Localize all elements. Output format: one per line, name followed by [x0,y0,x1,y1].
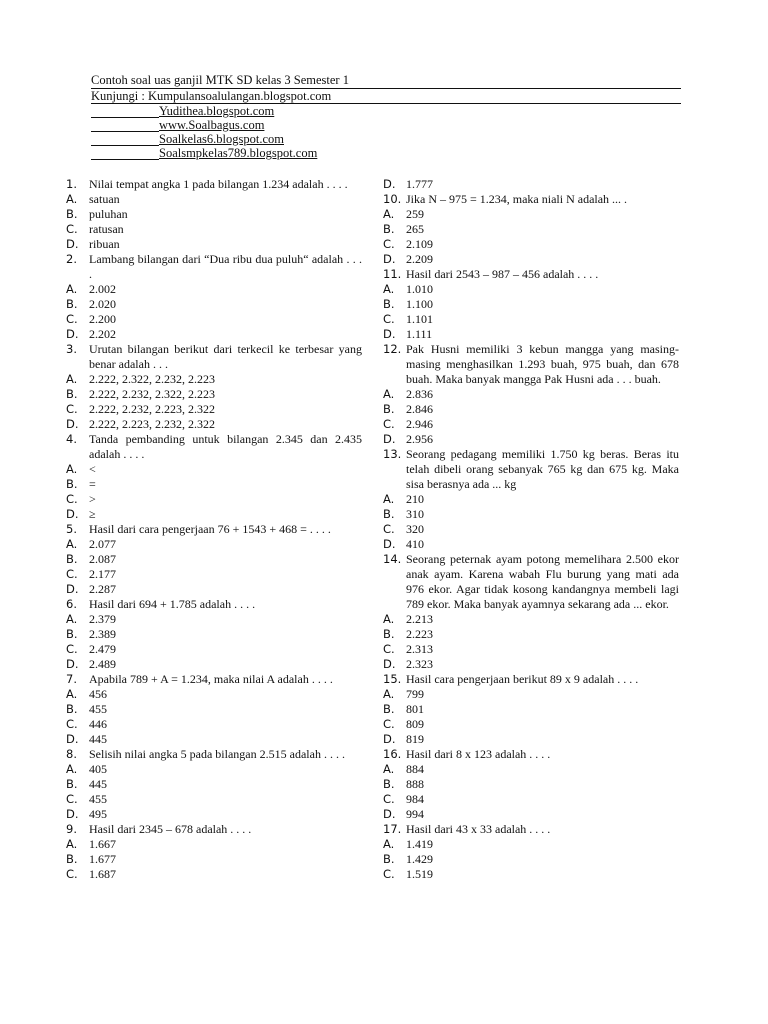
option-text: 446 [89,717,107,731]
question [383,342,679,387]
option-text: 2.956 [406,432,433,446]
question-number: 14. [383,552,402,566]
answer-option [383,312,679,327]
answer-option [383,612,679,627]
option-label: A. [66,462,78,476]
option-text: puluhan [89,207,128,221]
option-text: 994 [406,807,424,821]
question-text: Hasil dari 43 x 33 adalah . . . . [406,822,551,836]
question [66,342,362,372]
question-text: Hasil dari 2345 – 678 adalah . . . . [89,822,252,836]
option-text: 2.213 [406,612,433,626]
option-label: D. [383,432,396,446]
left-column [66,177,362,882]
option-label: D. [66,807,79,821]
answer-option [66,732,362,747]
answer-option [66,642,362,657]
option-label: D. [66,582,79,596]
answer-option [383,537,679,552]
option-text: 2.077 [89,537,116,551]
option-label: A. [66,837,78,851]
question-number: 1. [66,177,77,191]
option-label: A. [383,282,395,296]
answer-option [66,477,362,492]
option-text: 445 [89,732,107,746]
answer-option [66,717,362,732]
answer-option [383,702,679,717]
option-label: B. [66,297,78,311]
option-label: B. [66,477,78,491]
option-text: 2.020 [89,297,116,311]
option-label: A. [66,192,78,206]
answer-option [383,222,679,237]
option-label: C. [383,792,395,806]
question-number: 2. [66,252,77,266]
option-text: 2.489 [89,657,116,671]
option-label: D. [66,237,79,251]
option-text: ≥ [89,507,96,521]
question [383,672,679,687]
option-text: 1.111 [406,327,433,341]
answer-option [66,387,362,402]
answer-option [383,207,679,222]
answer-option [66,417,362,432]
answer-option [383,777,679,792]
option-label: C. [66,222,78,236]
question-text: Lambang bilangan dari “Dua ribu dua puluh“ adalah . . . . [89,252,362,281]
option-label: A. [66,282,78,296]
question [383,822,679,837]
answer-option [383,327,679,342]
option-label: B. [383,222,395,236]
answer-option [66,237,362,252]
option-label: B. [66,387,78,401]
option-label: B. [383,297,395,311]
question [66,672,362,687]
option-text: 2.109 [406,237,433,251]
option-label: C. [66,492,78,506]
question-text: Hasil dari 8 x 123 adalah . . . . [406,747,551,761]
answer-option [66,762,362,777]
option-label: A. [66,762,78,776]
question-text: Hasil dari cara pengerjaan 76 + 1543 + 468 = . . . . [89,522,331,536]
option-text: 799 [406,687,424,701]
option-text: 2.002 [89,282,116,296]
option-label: B. [66,207,78,221]
answer-option [66,207,362,222]
answer-option [66,537,362,552]
option-text: 445 [89,777,107,791]
question [66,252,362,282]
question [66,597,362,612]
answer-option [66,372,362,387]
option-text: ratusan [89,222,124,236]
answer-option [383,717,679,732]
answer-option [66,552,362,567]
option-text: 1.777 [406,177,433,191]
option-label: C. [66,312,78,326]
site-link[interactable]: www.Soalbagus.com [91,118,681,132]
answer-option [66,582,362,597]
option-text: 405 [89,762,107,776]
option-text: 1.100 [406,297,433,311]
answer-option [66,792,362,807]
question-text: Hasil cara pengerjaan berikut 89 x 9 adalah . . . . [406,672,639,686]
site-link[interactable]: Soalsmpkelas789.blogspot.com [91,146,681,160]
option-label: A. [383,612,395,626]
question-number: 11. [383,267,402,281]
option-text: 2.287 [89,582,116,596]
question [383,267,679,282]
option-label: C. [66,567,78,581]
option-text: 2.223 [406,627,433,641]
option-label: D. [383,657,396,671]
question-text: Hasil dari 2543 – 987 – 456 adalah . . . . [406,267,599,281]
answer-option [383,402,679,417]
answer-option [66,462,362,477]
answer-option [66,297,362,312]
option-label: A. [66,537,78,551]
option-text: 455 [89,702,107,716]
option-label: B. [66,852,78,866]
option-text: 2.222, 2.232, 2.322, 2.223 [89,387,215,401]
answer-option [383,657,679,672]
answer-option [383,237,679,252]
question-number: 6. [66,597,77,611]
question [66,432,362,462]
option-text: 1.419 [406,837,433,851]
option-text: 320 [406,522,424,536]
visit-line: Kunjungi : Kumpulansoalulangan.blogspot.com [91,89,681,104]
option-label: C. [383,237,395,251]
option-label: C. [383,312,395,326]
answer-option [383,252,679,267]
option-text: 819 [406,732,424,746]
question-number: 7. [66,672,77,686]
answer-option [66,627,362,642]
answer-option [383,807,679,822]
option-label: D. [383,327,396,341]
option-text: 1.677 [89,852,116,866]
option-text: ribuan [89,237,120,251]
option-text: satuan [89,192,120,206]
answer-option [383,177,679,192]
answer-option [66,192,362,207]
option-label: C. [383,867,395,881]
option-text: > [89,492,96,506]
option-label: B. [383,507,395,521]
question [383,447,679,492]
question [66,522,362,537]
option-text: 809 [406,717,424,731]
question-text: Apabila 789 + A = 1.234, maka nilai A adalah . . . . [89,672,333,686]
answer-option [383,522,679,537]
option-label: A. [383,837,395,851]
option-label: D. [66,657,79,671]
option-text: 210 [406,492,424,506]
option-label: C. [66,867,78,881]
option-text: = [89,477,96,491]
answer-option [383,762,679,777]
option-label: C. [66,717,78,731]
question-number: 9. [66,822,77,836]
option-text: 410 [406,537,424,551]
option-text: 884 [406,762,424,776]
question-text: Seorang pedagang memiliki 1.750 kg beras. Beras itu telah dibeli orang sebanyak 765 kg dan 675 kg. Maka sisa berasnya ada ... kg [406,447,679,491]
option-text: 801 [406,702,424,716]
answer-option [383,792,679,807]
option-label: A. [66,612,78,626]
option-label: C. [383,717,395,731]
answer-option [383,297,679,312]
option-label: B. [66,627,78,641]
option-label: B. [383,852,395,866]
question-number: 15. [383,672,402,686]
question-text: Seorang peternak ayam potong memelihara 2.500 ekor anak ayam. Karena wabah Flu burung yang mati ada 976 ekor. Agar tidak kosong kandangnya membeli lagi 789 ekor. Maka banyak ayamnya sekarang ada ... ekor. [406,552,679,611]
option-label: B. [66,777,78,791]
question-text: Selisih nilai angka 5 pada bilangan 2.515 adalah . . . . [89,747,345,761]
answer-option [66,612,362,627]
question-number: 8. [66,747,77,761]
question-text: Urutan bilangan berikut dari terkecil ke terbesar yang benar adalah . . . [89,342,362,371]
answer-option [383,282,679,297]
header-block [91,73,681,160]
option-text: 1.519 [406,867,433,881]
answer-option [66,657,362,672]
option-label: A. [383,762,395,776]
option-text: 2.222, 2.322, 2.232, 2.223 [89,372,215,386]
option-text: 1.010 [406,282,433,296]
question-number: 12. [383,342,402,356]
question [66,177,362,192]
option-text: 2.379 [89,612,116,626]
answer-option [66,702,362,717]
answer-option [66,807,362,822]
answer-option [66,222,362,237]
option-text: 2.323 [406,657,433,671]
option-text: 259 [406,207,424,221]
answer-option [66,687,362,702]
option-label: B. [383,627,395,641]
answer-option [383,732,679,747]
option-label: B. [66,552,78,566]
option-label: D. [383,537,396,551]
option-label: C. [383,642,395,656]
right-column [383,177,679,882]
option-label: A. [66,372,78,386]
answer-option [383,687,679,702]
question [383,747,679,762]
option-text: 2.313 [406,642,433,656]
answer-option [66,492,362,507]
option-label: D. [66,507,79,521]
option-label: B. [383,702,395,716]
option-text: 1.687 [89,867,116,881]
option-text: 888 [406,777,424,791]
option-text: 310 [406,507,424,521]
option-label: D. [383,177,396,191]
option-label: A. [66,687,78,701]
answer-option [383,867,679,882]
answer-option [66,777,362,792]
option-text: 2.222, 2.223, 2.232, 2.322 [89,417,215,431]
option-text: 984 [406,792,424,806]
option-label: D. [383,732,396,746]
answer-option [383,507,679,522]
option-text: 1.667 [89,837,116,851]
option-text: 2.177 [89,567,116,581]
question-text: Hasil dari 694 + 1.785 adalah . . . . [89,597,256,611]
option-label: D. [66,732,79,746]
option-label: B. [66,702,78,716]
answer-option [383,432,679,447]
answer-option [66,282,362,297]
answer-option [66,507,362,522]
answer-option [66,402,362,417]
option-label: C. [66,792,78,806]
option-text: 2.087 [89,552,116,566]
question-number: 13. [383,447,402,461]
question-number: 4. [66,432,77,446]
question-number: 17. [383,822,402,836]
option-label: A. [383,207,395,221]
answer-option [383,852,679,867]
option-text: 2.836 [406,387,433,401]
answer-option [383,492,679,507]
option-text: 455 [89,792,107,806]
site-link[interactable]: Soalkelas6.blogspot.com [91,132,681,146]
question-number: 16. [383,747,402,761]
answer-option [383,417,679,432]
option-label: D. [66,327,79,341]
question [383,552,679,612]
option-text: 265 [406,222,424,236]
question-number: 5. [66,522,77,536]
question [383,192,679,207]
question-text: Tanda pembanding untuk bilangan 2.345 dan 2.435 adalah . . . . [89,432,362,461]
answer-option [66,567,362,582]
answer-option [66,312,362,327]
option-label: B. [383,402,395,416]
option-text: 1.101 [406,312,433,326]
question-number: 10. [383,192,402,206]
option-text: 456 [89,687,107,701]
option-text: 495 [89,807,107,821]
option-text: 2.846 [406,402,433,416]
answer-option [383,627,679,642]
answer-option [66,867,362,882]
option-text: 2.946 [406,417,433,431]
option-label: A. [383,492,395,506]
option-label: C. [66,402,78,416]
question-number: 3. [66,342,77,356]
option-text: 2.209 [406,252,433,266]
question-text: Jika N – 975 = 1.234, maka niali N adalah ... . [406,192,628,206]
answer-option [383,642,679,657]
question [66,822,362,837]
option-text: < [89,462,96,476]
option-label: C. [383,417,395,431]
option-text: 2.222, 2.232, 2.223, 2.322 [89,402,215,416]
question-text: Pak Husni memiliki 3 kebun mangga yang masing-masing menghasilkan 1.293 buah, 975 buah, dan 678 buah. Maka banyak mangga Pak Husni ada . . . buah. [406,342,679,386]
answer-option [66,837,362,852]
option-label: D. [66,417,79,431]
option-label: C. [383,522,395,536]
option-label: D. [383,252,396,266]
question-text: Nilai tempat angka 1 pada bilangan 1.234 adalah . . . . [89,177,348,191]
answer-option [383,387,679,402]
answer-option [66,852,362,867]
option-text: 2.389 [89,627,116,641]
option-text: 2.202 [89,327,116,341]
answer-option [66,327,362,342]
option-text: 2.479 [89,642,116,656]
answer-option [383,837,679,852]
option-text: 1.429 [406,852,433,866]
option-label: A. [383,387,395,401]
option-label: B. [383,777,395,791]
option-label: C. [66,642,78,656]
question [66,747,362,762]
option-label: D. [383,807,396,821]
option-label: A. [383,687,395,701]
site-link[interactable]: Yudithea.blogspot.com [91,104,681,118]
page-title: Contoh soal uas ganjil MTK SD kelas 3 Semester 1 [91,73,681,89]
option-text: 2.200 [89,312,116,326]
